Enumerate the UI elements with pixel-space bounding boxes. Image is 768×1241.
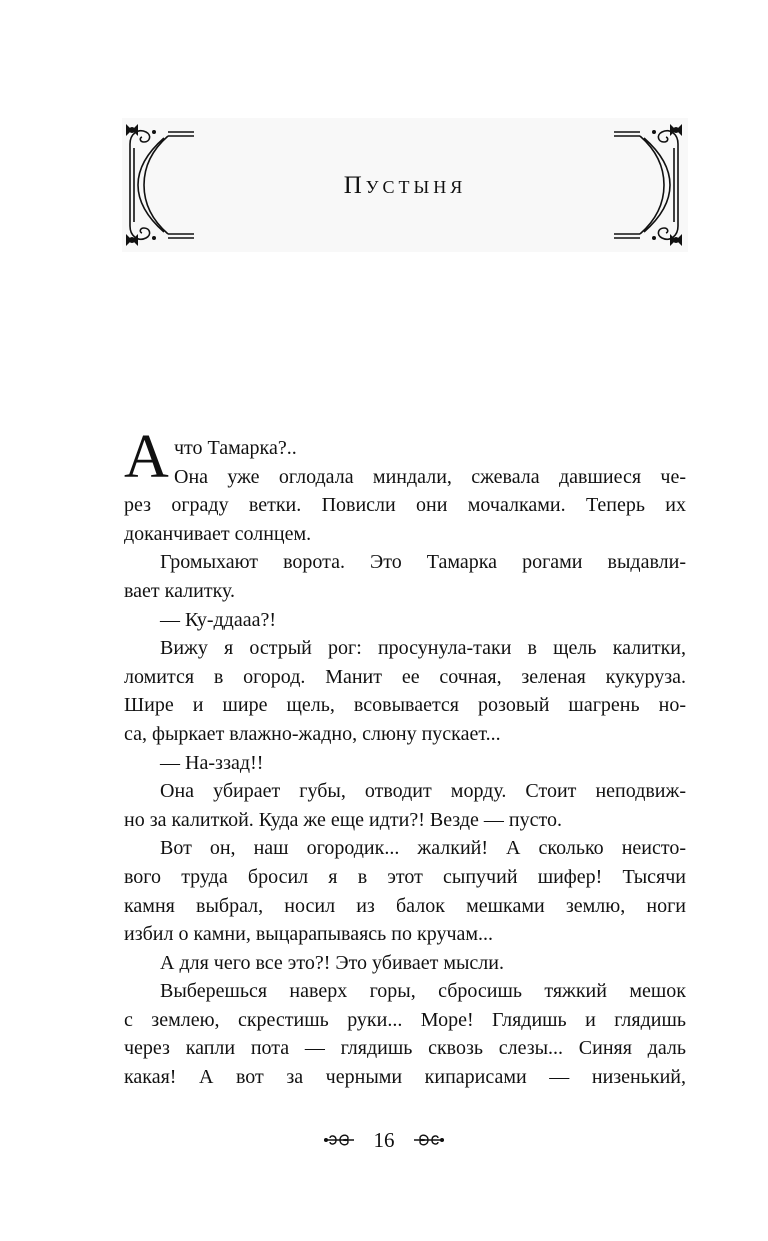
text-line: — Ку-ддааа?! xyxy=(160,608,277,631)
corner-ornament-left-icon xyxy=(124,120,196,250)
flourish-left-icon xyxy=(322,1131,356,1149)
text-line: вает калитку. xyxy=(124,579,235,602)
page-footer xyxy=(0,1126,768,1153)
text-line: Вот он, наш огородик... жалкий! А сколько неисто- xyxy=(160,837,686,860)
flourish-right-icon xyxy=(412,1131,446,1149)
text-line: через капли пота — глядишь сквозь слезы... Синяя даль xyxy=(124,1037,686,1060)
text-line: ломится в огород. Манит ее сочная, зеленая кукуруза. xyxy=(124,665,686,688)
chapter-title: Пустыня xyxy=(343,172,467,199)
text-line: с землею, скрестишь руки... Море! Глядишь и глядишь xyxy=(124,1008,686,1031)
text-line: Она уже оглодала миндали, сжевала давшиеся че- xyxy=(174,465,686,488)
text-line: но за калиткой. Куда же еще идти?! Везде — пусто. xyxy=(124,808,562,831)
text-line: камня выбрал, носил из балок мешками землю, ноги xyxy=(124,894,686,917)
corner-ornament-right-icon xyxy=(612,120,684,250)
text-line: избил о камни, выцарапываясь по кручам... xyxy=(124,923,494,946)
body-text xyxy=(124,434,686,1092)
text-line: Вижу я острый рог: просунула-таки в щель калитки, xyxy=(160,637,686,660)
text-line: А для чего все это?! Это убивает мысли. xyxy=(160,951,504,974)
drop-cap: А xyxy=(124,423,169,491)
text-line: Шире и шире щель, всовывается розовый шагрень но- xyxy=(124,694,686,717)
text-line: Громыхают ворота. Это Тамарка рогами выдавли- xyxy=(160,551,686,574)
text-line: рез ограду ветки. Повисли они мочалками. Теперь их xyxy=(124,494,686,517)
text-line: какая! А вот за черными кипарисами — низенький, xyxy=(124,1066,686,1089)
page-number: 16 xyxy=(373,1127,395,1152)
text-line: что Тамарка?.. xyxy=(174,437,297,459)
text-line: вого труда бросил я в этот сыпучий шифер! Тысячи xyxy=(124,865,686,888)
text-line: Она убирает губы, отводит морду. Стоит неподвиж- xyxy=(160,780,686,803)
text-line: Выберешься наверх горы, сбросишь тяжкий мешок xyxy=(160,980,686,1003)
text-line: са, фыркает влажно-жадно, слюну пускает... xyxy=(124,722,501,745)
text-line: — На-ззад!! xyxy=(160,751,264,774)
text-line: доканчивает солнцем. xyxy=(124,522,312,545)
